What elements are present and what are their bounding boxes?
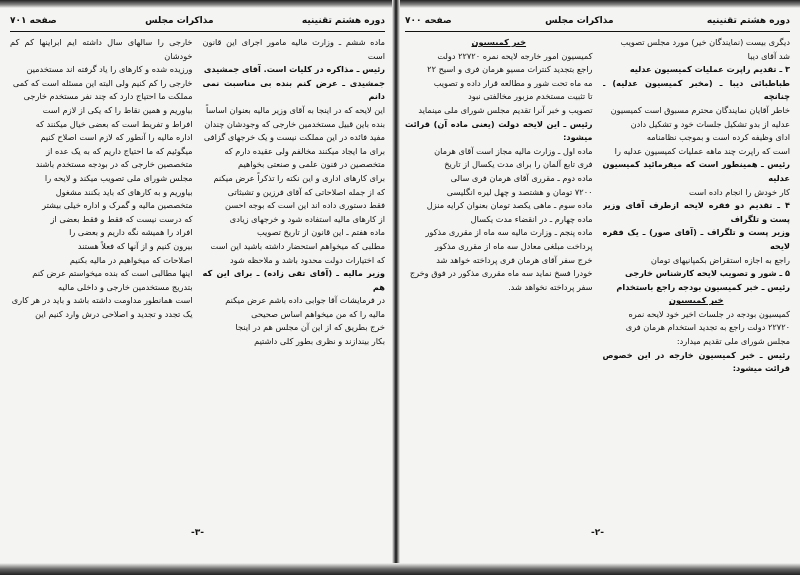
- page-footer-number: -۳-: [191, 528, 204, 538]
- right-page: [405, 14, 790, 554]
- text-line: فقط دستوری داده اند این است که بوجه احسن: [224, 200, 385, 211]
- text-line: اینها مطالبی است که بنده میخواستم عرض کنم: [32, 268, 193, 279]
- text-line: رئیس ـ خبر کمیسیون خارجه در این خصوص قرائت میشود:: [602, 349, 790, 374]
- text-line: ۴ ـ تقدیم دو فقره لایحه ازطرف آقای وزیر پست و تلگراف: [602, 200, 790, 224]
- text-line: راجع به اجازه استقراض بکمپانیهای تومان: [650, 254, 790, 265]
- text-line: راجع بتجدید کنترات مسیو هرمان فری و اسیح ۲۲: [427, 64, 593, 75]
- text-line: ورزیده شده و کارهای را یاد گرفته اند مستخدمین: [26, 64, 193, 75]
- text-line: مفید فائده در این مملکت نیست و یک خرجهای گزافی: [203, 132, 385, 143]
- text-line: تصویب و خبر آنرا تقدیم مجلس شورای ملی مینماید: [418, 104, 593, 115]
- text-line: که از جمله اصلاحاتی که آقای فرزین و تشبثاتی: [227, 186, 385, 197]
- text-line: طباطبائی دیبا ـ (مخبر کمیسیون عدلیه) ـ چنانچه: [602, 77, 790, 102]
- text-line: ۵ ـ شور و تصویب لایحه کارشناس خارجی: [625, 268, 790, 279]
- text-line: متخصصین مالیه و گمرک و اداره خیلی بیشتر: [42, 200, 193, 211]
- text-line: کمیسیون بودجه در جلسات اخیر خود لایحه نمره: [628, 308, 790, 319]
- text-line: بکار بیندازند و نظری بطور کلی داشتیم: [254, 336, 385, 347]
- text-column-right: [203, 36, 386, 526]
- text-line: ماده سوم ـ ماهی یکصد تومان بعنوان کرایه منزل: [426, 200, 593, 211]
- text-line: خبر کمیسیون: [471, 37, 527, 47]
- text-column-left: [405, 36, 593, 526]
- text-line: جمشیدی ـ عرض کنم بنده بی مناسبت نمی دانم: [202, 77, 385, 102]
- text-line: ۳ ـ تقدیم راپرت عملیات کمیسیون عدلیه: [629, 64, 790, 75]
- text-line: رئیس ـ این لایحه دولت (یعنی ماده آن) قرائت میشود:: [405, 118, 593, 143]
- text-line: رئیس ـ همینطور است که میفرمائید کمیسیون عدلیه: [602, 159, 790, 183]
- page-header: [405, 14, 790, 32]
- scan-edge-bottom: [0, 563, 800, 575]
- text-line: ماده چهارم ـ در انقضاء مدت یکسال: [470, 213, 593, 224]
- text-line: مه ماه تحت شور و مطالعه قرار داده و تصویب: [433, 77, 593, 88]
- text-line: بیاوریم و همین نقاط را که یکی از لازم است: [42, 104, 193, 115]
- text-line: افراد را همیشه نگه داریم و بعضی را: [69, 227, 193, 238]
- journal-title: مذاکرات مجلس: [545, 16, 614, 26]
- text-line: وزیر مالیه ـ (آقای تقی زاده) ـ برای این که هم: [202, 268, 385, 292]
- text-line: برای کارهای اداری و این نکته را تذکراً عرض میکنم: [213, 172, 385, 183]
- text-line: اداره مالیه را آنطور که لازم است اصلاح کنیم: [40, 132, 193, 143]
- text-line: بتدریج مستخدمین خارجی و داخلی مالیه: [57, 281, 193, 292]
- text-line: کار خودش را انجام داده است: [689, 186, 790, 197]
- text-line: ادای وظیفه کرده است و بموجب نظامنامه: [646, 132, 790, 143]
- text-line: متخصصین در فنون علمی و صنعتی بخواهیم: [238, 159, 385, 170]
- text-line: تا تثبیت مستخدم مزبور مخالفتی نبود: [468, 91, 593, 102]
- text-line: فری تابع آلمان را برای مدت یکسال از تاریخ: [444, 159, 593, 170]
- text-line: از کارهای مالیه استفاده شود و خرجهای زیادی: [229, 213, 385, 224]
- text-line: این لایحه که در اینجا به آقای وزیر مالیه بعنوان اساساً: [205, 104, 385, 115]
- page-number: صفحه ۷۰۱: [10, 16, 57, 26]
- text-line: ماده پنجم ـ وزارت مالیه سه ماه از مقرری مذکور: [425, 227, 593, 238]
- text-line: مجلس شورای ملی تقدیم میدارد:: [676, 336, 790, 347]
- text-line: خبر کمیسیون: [668, 295, 724, 306]
- text-line: ماده هفتم ـ این قانون از تاریخ تصویب: [257, 227, 385, 238]
- text-line: خارجی را کم کنیم ولی البته این مسئله است که کمی: [12, 77, 193, 88]
- text-line: یک تجدد و تجدید و اصلاحی درش وارد کنیم این: [35, 308, 193, 319]
- text-line: شد آقای دیبا: [747, 50, 790, 61]
- text-line: پرداخت مبلغی معادل سه ماه از مقرری مذکور: [434, 240, 593, 251]
- text-line: ۲۲۷۲۰ دولت راجع به تجدید استخدام هرمان فری: [625, 322, 790, 333]
- text-line: کمیسیون امور خارجه لایحه نمره ۲۲۷۲۰ دولت: [437, 50, 593, 61]
- text-line: اصلاحات که میخواهیم در مالیه بکنیم: [69, 254, 193, 265]
- text-line: که اختیارات دولت محدود باشد و ملاحظه شود: [230, 254, 385, 265]
- text-line: ماده دوم ـ مقرری آقای هرمان فری سالی: [450, 172, 593, 183]
- page-footer-number: -۲-: [591, 528, 604, 538]
- text-line: رئیس ـ خبر کمیسیون بودجه راجع باستخدام: [616, 281, 790, 292]
- text-line: مملکت ما احتیاج دارد که چند نفر مستخدم خارجی: [23, 91, 193, 102]
- text-line: مجلس شورای ملی تصویب میکند و لایحه را: [44, 172, 193, 183]
- text-line: بیرون کنیم و از آنها که فعلاً هستند: [77, 240, 193, 251]
- text-line: افراط و تفریط است که بعضی خیال میکنند که: [35, 118, 193, 129]
- text-line: خرج بطریق که از این آن مجلس هم در اینجا: [235, 322, 385, 333]
- text-line: برای ما ایجاد میکنند مخالفم ولی عقیده دارم که: [224, 145, 385, 156]
- text-line: که درست نیست که فقط و فقط بعضی از: [50, 213, 193, 224]
- text-line: سفر پرداخته نخواهد شد.: [508, 281, 593, 292]
- text-line: عدلیه از بدو تشکیل جلسات خود و تشکیل دادن: [630, 118, 790, 129]
- text-line: مطلبی که میخواهم استحضار داشته باشید این است: [210, 240, 385, 251]
- period-label: دوره هشتم تقنینیه: [706, 16, 790, 26]
- left-page: [10, 14, 385, 554]
- text-line: متخصصین خارجی که در بودجه مستخدم باشند: [35, 159, 193, 170]
- text-line: دیگری بیست (نمایندگان خیر) مورد مجلس تصویب: [620, 37, 790, 47]
- text-line: مالیه را که من میخواهم اساس صحیحی: [251, 308, 385, 319]
- text-line: رئیس ـ مذاکره در کلیات است. آقای جمشیدی: [203, 64, 385, 75]
- text-line: بنده باین قبیل مستخدمین خارجی که وجودشان چندان: [204, 118, 385, 129]
- text-line: ماده ششم ـ وزارت مالیه مامور اجرای این قانون است: [202, 37, 385, 61]
- page-header: [10, 14, 385, 32]
- journal-title: مذاکرات مجلس: [145, 16, 214, 26]
- scan-edge-top: [0, 0, 800, 8]
- text-line: خودرا فسخ نماید سه ماه مقرری مذکور در فوق وخرج: [409, 268, 593, 279]
- text-line: میگوئیم که ما احتیاج داریم که به یک عده از: [46, 145, 193, 156]
- text-line: ۷۲۰۰ تومان و هشتصد و چهل لیره انگلیسی: [446, 186, 593, 197]
- text-line: ماده اول ـ وزارت مالیه مجاز است آقای هرمان: [434, 145, 593, 156]
- text-line: خارجی را سالهای سال داشته ایم ابراینها کم کم خودشان: [10, 37, 193, 61]
- page-number: صفحه ۷۰۰: [405, 16, 452, 26]
- text-line: است که راپرت چند ماهه عملیات کمیسیون عدلیه را: [614, 145, 790, 156]
- text-line: بیاوریم و به کارهای که باید بکنند مشغول: [55, 186, 193, 197]
- book-gutter: [392, 0, 400, 575]
- text-line: در فرمایشات آقا جوابی داده باشم عرض میکنم: [225, 295, 385, 306]
- text-line: خاطر آقایان نمایندگان محترم مسبوق است کمیسیون: [610, 104, 790, 115]
- text-column-left: [10, 36, 193, 526]
- text-column-right: [603, 36, 791, 526]
- text-line: خرج سفر آقای هرمان فری پرداخته خواهد شد: [436, 254, 593, 265]
- text-line: است همانطور مداومت داشته باشد و باید در هر کاری: [11, 295, 193, 306]
- text-line: وزیر پست و تلگراف ـ (آقای صور) ـ یک فقره لایحه: [602, 227, 790, 251]
- period-label: دوره هشتم تقنینیه: [301, 16, 385, 26]
